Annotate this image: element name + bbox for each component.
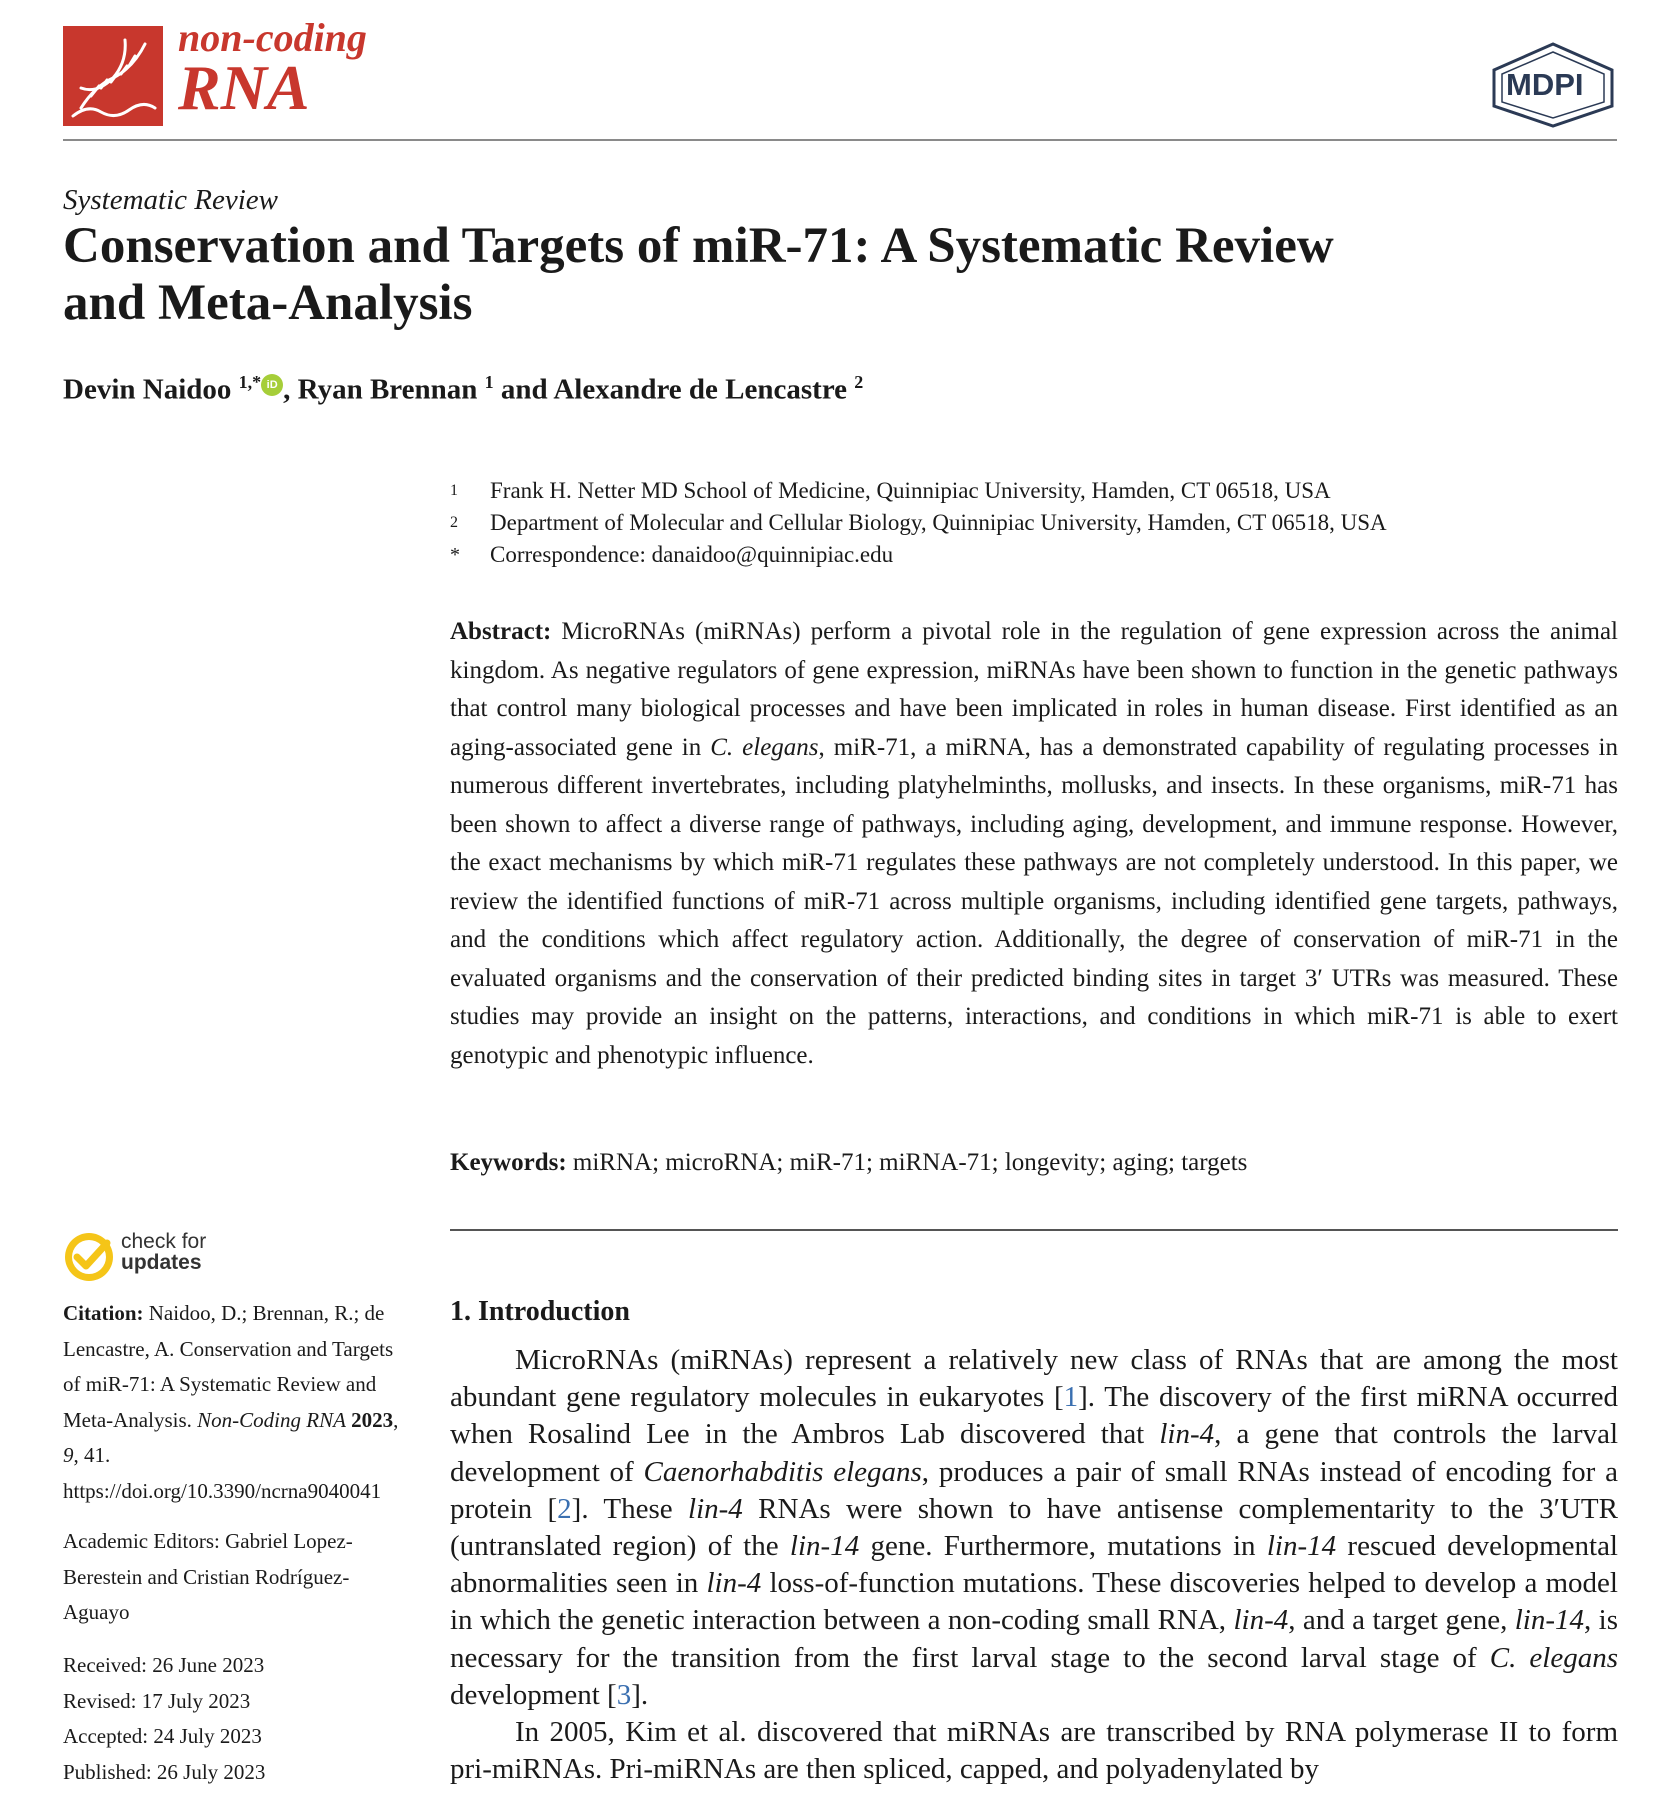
received-date: Received: 26 June 2023 — [63, 1653, 265, 1677]
intro-text: , produces a pair of small RNAs instead of encoding for a protein [ — [450, 1455, 1618, 1525]
author-name[interactable]: Alexandre de Lencastre — [553, 373, 848, 406]
check-for-updates-label — [121, 1231, 206, 1273]
gene-name: lin-4 — [688, 1492, 743, 1525]
gene-name: lin-4 — [706, 1567, 762, 1600]
affiliation-text: Department of Molecular and Cellular Biology, Quinnipiac University, Hamden, CT 06518, USA — [490, 510, 1387, 535]
reference-link[interactable]: 3 — [616, 1678, 632, 1711]
check-for-updates-badge[interactable] — [63, 1229, 313, 1285]
publication-dates — [63, 1648, 413, 1790]
citation-year: 2023 — [345, 1407, 394, 1432]
intro-text: ]. The discovery of the first miRNA occurred when Rosalind Lee in the Ambros Lab discovered that — [450, 1381, 1619, 1451]
affiliation-row — [450, 507, 1387, 539]
author-affiliation-marker: 2 — [854, 372, 864, 392]
gene-name: C. elegans — [1489, 1641, 1619, 1674]
abstract — [450, 613, 1618, 1075]
keywords-text: miRNA; microRNA; miR-71; miRNA-71; longevity; aging; targets — [566, 1149, 1248, 1176]
journal-name-line1: non-coding — [178, 15, 367, 60]
correspondence-marker: * — [450, 544, 460, 566]
citation — [63, 1296, 413, 1509]
intro-text: RNAs were shown to have antisense complementarity to the 3′UTR (untranslated region) of the — [450, 1492, 1618, 1563]
intro-text: rescued developmental abnormalities seen in — [450, 1530, 1618, 1600]
intro-text: development [ — [450, 1678, 617, 1711]
intro-paragraph — [450, 1342, 1618, 1714]
article-type: Systematic Review — [63, 184, 278, 216]
published-date: Published: 26 July 2023 — [63, 1759, 266, 1784]
citation-text: Naidoo, D.; Brennan, R.; de Lencastre, A. Conservation and Targets of miR-71: A Systematic Review and Meta-Analysis. — [63, 1301, 394, 1432]
affiliation-marker: 1 — [450, 482, 458, 499]
revised-date: Revised: 17 July 2023 — [63, 1688, 251, 1713]
intro-text: In 2005, Kim et al. discovered that miRNAs are transcribed by RNA polymerase II to form pri-miRNAs. Pri-miRNAs are then spliced, capped, and polyadenylated by — [450, 1716, 1618, 1786]
academic-editors: Academic Editors: Gabriel Lopez-Berestein and Cristian Rodríguez-Aguayo — [63, 1529, 353, 1624]
intro-text: loss-of-function mutations. These discoveries helped to develop a model in which the genetic interaction between a non-coding small RNA, — [450, 1567, 1618, 1637]
citation-separator: , — [393, 1407, 399, 1432]
reference-link[interactable]: 1 — [1063, 1381, 1079, 1414]
intro-text: , a gene that controls the larval development of — [450, 1418, 1618, 1488]
journal-logo-icon — [63, 26, 163, 126]
gene-name: lin-14 — [1514, 1604, 1585, 1637]
rna-strand-icon — [63, 26, 163, 126]
author-separator: , — [283, 373, 298, 406]
citation-volume: 9 — [63, 1443, 74, 1467]
journal-name-line2: RNA — [178, 52, 310, 123]
author-separator: and — [493, 373, 554, 406]
affiliation-row — [450, 475, 1387, 507]
title-line-1: Conservation and Targets of miR-71: A Systematic Review — [63, 218, 1334, 274]
intro-text: ]. — [631, 1678, 649, 1711]
orcid-icon[interactable]: iD — [261, 374, 283, 396]
gene-name: Caenorhabditis elegans — [643, 1455, 922, 1488]
intro-text: MicroRNAs (miRNAs) represent a relatively new class of RNAs that are among the most abundant gene regulatory molecules in eukaryotes [ — [450, 1344, 1618, 1414]
citation-label: Citation: — [63, 1301, 144, 1325]
section-heading: 1. Introduction — [450, 1296, 630, 1327]
abstract-label: Abstract: — [450, 618, 552, 645]
species-name: C. elegans — [710, 733, 819, 761]
introduction-body — [450, 1342, 1618, 1788]
author-name[interactable]: Devin Naidoo — [63, 373, 232, 406]
publisher-name: MDPI — [1506, 67, 1584, 102]
abstract-text: , miR-71, a miRNA, has a demonstrated capability of regulating processes in numerous different invertebrates, including platyhelminths, mollusks, and insects. In these organisms, miR-71 has been shown to affect a diverse range of pathways, including aging, development, and immune response. However, the exact mechanisms by which miR-71 regulates these pathways are not completely understood. In this paper, we review the identified functions of miR-71 across multiple organisms, including identified gene targets, pathways, and the conditions which affect regulatory action. Additionally, the degree of conservation of miR-71 in the evaluated organisms and the conservation of their predicted binding sites in target 3′ UTRs was measured. These studies may provide an insight on the patterns, interactions, and conditions in which miR-71 is able to exert genotypic and phenotypic influence. — [450, 733, 1618, 1069]
author-list — [63, 372, 863, 407]
intro-text: , and a target gene, — [1288, 1604, 1515, 1637]
check-circle-icon — [63, 1231, 115, 1283]
intro-text: gene. Furthermore, mutations in — [859, 1530, 1267, 1563]
author-name[interactable]: Ryan Brennan — [297, 373, 478, 406]
affiliation-text: Frank H. Netter MD School of Medicine, Quinnipiac University, Hamden, CT 06518, USA — [490, 478, 1331, 503]
citation-doi[interactable]: , 41. https://doi.org/10.3390/ncrna9040041 — [63, 1443, 382, 1503]
updates-text: updates — [121, 1251, 202, 1274]
author-affiliation-marker: 1 — [484, 372, 494, 392]
publisher-logo — [1488, 40, 1618, 130]
correspondence-row — [450, 539, 1387, 571]
correspondence-text[interactable]: Correspondence: danaidoo@quinnipiac.edu — [490, 542, 894, 567]
header-divider — [63, 139, 1617, 141]
author-affiliation-marker: 1,* — [238, 372, 262, 392]
keywords-label: Keywords: — [450, 1149, 567, 1176]
gene-name: lin-14 — [789, 1530, 860, 1563]
journal-name — [178, 15, 367, 123]
gene-name: lin-4 — [1233, 1604, 1289, 1637]
abstract-text: MicroRNAs (miRNAs) perform a pivotal role in the regulation of gene expression across the animal kingdom. As negative regulators of gene expression, miRNAs have been shown to function in the genetic pathways that control many biological processes and have been implicated in roles in human disease. First identified as an aging-associated gene in — [450, 618, 1618, 761]
gene-name: lin-14 — [1266, 1530, 1337, 1563]
title-line-2: and Meta-Analysis — [63, 275, 473, 331]
citation-journal: Non-Coding RNA — [197, 1407, 346, 1432]
article-title — [63, 218, 1583, 332]
abstract-divider — [450, 1229, 1618, 1231]
affiliation-marker: 2 — [450, 514, 458, 531]
gene-name: lin-4 — [1159, 1418, 1215, 1451]
intro-text: , is necessary for the transition from the first larval stage to the second larval stage of — [450, 1604, 1619, 1674]
intro-paragraph — [450, 1714, 1618, 1788]
accepted-date: Accepted: 24 July 2023 — [63, 1724, 262, 1748]
check-for-text: check for — [121, 1230, 207, 1253]
intro-text: ]. These — [571, 1492, 689, 1525]
reference-link[interactable]: 2 — [557, 1492, 572, 1525]
affiliations — [450, 475, 1387, 571]
keywords — [450, 1149, 1618, 1177]
